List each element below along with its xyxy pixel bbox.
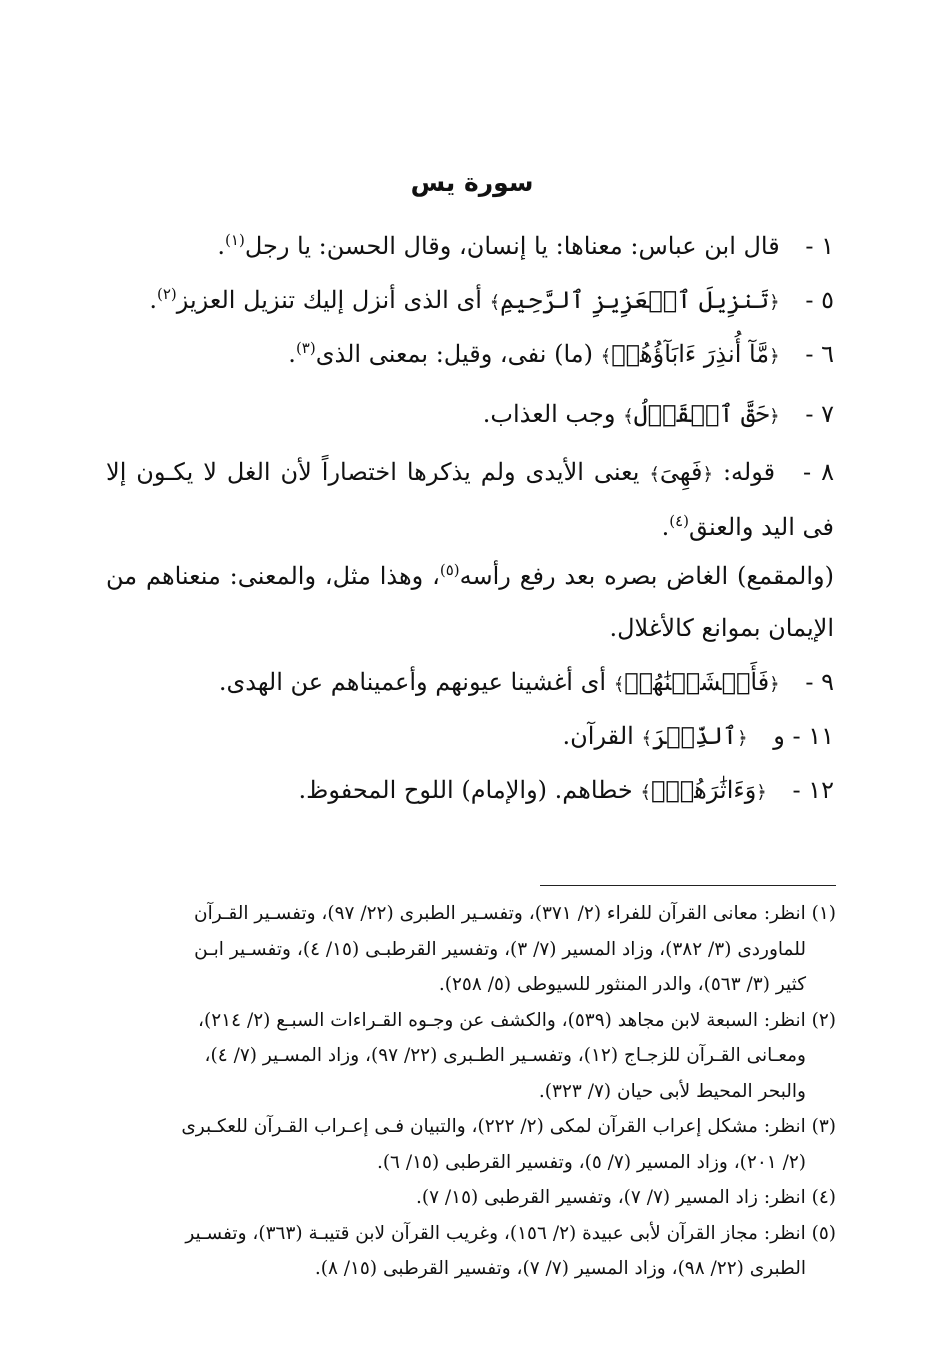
footnote-line: والبحر المحيط لأبى حيان (٧/ ٣٢٣). xyxy=(538,1080,806,1102)
note-text: أى الذى أنزل إليك تنزيل العزيز xyxy=(176,286,482,314)
quran-quote: فَأَغۡشَيۡنَٰهُمۡ xyxy=(624,668,770,696)
note-text: أى أغشينا عيونهم وأعميناهم عن الهدى. xyxy=(218,668,607,696)
verse-number: ٩ - xyxy=(805,668,834,696)
note-lead: قوله: xyxy=(722,458,776,486)
note-text: القرآن. xyxy=(562,722,634,750)
verse-number: ١٢ - xyxy=(792,776,834,804)
muqmah-note xyxy=(106,550,834,654)
ornate-bracket-close: ﴾ xyxy=(600,346,612,367)
verse-note-12 xyxy=(106,764,834,819)
ornate-bracket-close: ﴾ xyxy=(649,464,660,485)
footnote-ref[interactable]: (٢) xyxy=(156,285,177,303)
footnote-ref[interactable]: (٣) xyxy=(295,339,316,357)
footnote-line: الطبرى (٢٢/ ٩٨)، وزاد المسير (٧/ ٧)، وتفسير القرطبى (١٥/ ٨). xyxy=(314,1258,806,1279)
ornate-bracket-close: ﴾ xyxy=(640,782,651,803)
note-text: خطاهم. (والإمام) اللوح المحفوظ. xyxy=(298,776,633,804)
footnote-line: للماوردى (٣/ ٣٨٢)، وزاد المسير (٧/ ٣)، وتفسير القرطبـى (١٥/ ٤)، وتفسـير ابـن xyxy=(194,938,806,960)
verse-number: ٦ - xyxy=(805,340,834,368)
quran-quote: ٱلذِّكۡرَ xyxy=(652,722,738,750)
note-end: . xyxy=(661,513,670,541)
footnote-4 xyxy=(106,1180,836,1216)
verse-note-7 xyxy=(106,388,834,443)
verse-note-8 xyxy=(106,446,834,553)
quran-quote: تَنزِيلَ ٱلۡعَزِيزِ ٱلرَّحِيمِ xyxy=(500,286,770,314)
verse-note-6 xyxy=(106,328,834,383)
quran-quote: مَّآ أُنذِرَ ءَابَآؤُهُمۡ xyxy=(611,340,770,368)
verse-note-1 xyxy=(106,220,834,272)
ornate-bracket-open: ﴿ xyxy=(756,782,767,803)
footnote-line: ومعـانى القـرآن للزجـاج (١٢)، وتفسـير الطـبرى (٢٢/ ٩٧)، وزاد المسـير (٧/ ٤)، xyxy=(204,1045,806,1066)
verse-number: ٥ - xyxy=(805,286,834,314)
footnote-ref[interactable]: (٤) xyxy=(669,512,690,530)
footnote-line: (٢/ ٢٠١)، وزاد المسير (٧/ ٥)، وتفسير القرطبى (١٥/ ٦). xyxy=(376,1151,806,1173)
surah-title: سورة يس xyxy=(410,168,534,197)
note-text: قال ابن عباس: معناها: يا إنسان، وقال الحسن: يا رجل xyxy=(244,232,780,260)
note-text: (ما) نفى، وقيل: بمعنى الذى xyxy=(315,340,594,368)
footnote-line: (٤) انظر: زاد المسير (٧/ ٧)، وتفسير القرطبى (١٥/ ٧). xyxy=(415,1187,836,1208)
verse-number: ٨ - xyxy=(803,458,834,486)
footnote-line: (١) انظر: معانى القرآن للفراء (٢/ ٣٧١)، وتفسـير الطبرى (٢٢/ ٩٧)، وتفسـير القـرآن xyxy=(194,903,836,924)
footnote-ref[interactable]: (٥) xyxy=(439,561,460,579)
ornate-bracket-open: ﴿ xyxy=(769,406,780,427)
footnotes-section xyxy=(106,896,836,1287)
footnote-line: كثير (٣/ ٥٦٣)، والدر المنثور للسيوطى (٥/ ٢٥٨). xyxy=(438,974,806,995)
ornate-bracket-open: ﴿ xyxy=(769,674,780,695)
footnote-ref[interactable]: (١) xyxy=(225,231,245,249)
footnote-2 xyxy=(106,1003,836,1110)
ornate-bracket-open: ﴿ xyxy=(769,346,780,367)
note-end: ، وهذا مثل، والمعنى: منعناهم من الإيمان بموانع كالأغلال. xyxy=(106,562,834,642)
note-text: (والمقمع) الغاض بصره بعد رفع رأسه xyxy=(459,562,834,590)
verse-note-5 xyxy=(106,274,834,329)
footnote-1 xyxy=(106,896,836,1003)
note-text: يعنى الأيدى ولم يذكرها اختصاراً لأن الغل لا يكـون إلا فى اليد والعنق xyxy=(106,458,834,541)
quran-quote: وَءَاثَٰرَهُمۡۚ xyxy=(650,776,757,804)
quran-quote: فَهِىَ xyxy=(659,458,703,486)
note-end: . xyxy=(149,286,157,314)
verse-number: ٧ - xyxy=(805,400,834,428)
note-end: . xyxy=(217,232,226,260)
footnote-line: (٢) انظر: السبعة لابن مجاهد (٥٣٩)، والكشف عن وجـوه القـراءات السبـع (٢/ ٢١٤)، xyxy=(198,1009,836,1031)
ornate-bracket-open: ﴿ xyxy=(702,464,713,485)
verse-number: ١١ - و xyxy=(773,722,834,750)
verse-note-11 xyxy=(106,710,834,765)
footnote-line: (٥) انظر: مجاز القرآن لأبى عبيدة (٢/ ١٥٦)، وغريب القرآن لابن قتيبـة (٣٦٣)، وتفسـير xyxy=(185,1222,836,1244)
note-text: وجب العذاب. xyxy=(482,400,616,428)
footnote-line: (٣) انظر: مشكل إعراب القرآن لمكى (٢/ ٢٢٢)، والتبيان فـى إعـراب القـرآن للعكـبرى xyxy=(181,1116,836,1137)
ornate-bracket-close: ﴾ xyxy=(641,728,652,749)
footnote-5 xyxy=(106,1216,836,1287)
verse-note-9 xyxy=(106,656,834,711)
note-end: . xyxy=(288,340,296,368)
ornate-bracket-close: ﴾ xyxy=(623,406,634,427)
footnote-separator xyxy=(540,885,836,886)
ornate-bracket-close: ﴾ xyxy=(489,292,501,313)
ornate-bracket-close: ﴾ xyxy=(613,674,625,695)
footnote-3 xyxy=(106,1109,836,1180)
quran-quote: حَقَّ ٱلۡقَوۡلُ xyxy=(633,400,770,428)
ornate-bracket-open: ﴿ xyxy=(737,728,748,749)
verse-number: ١ - xyxy=(805,232,834,260)
ornate-bracket-open: ﴿ xyxy=(769,292,780,313)
